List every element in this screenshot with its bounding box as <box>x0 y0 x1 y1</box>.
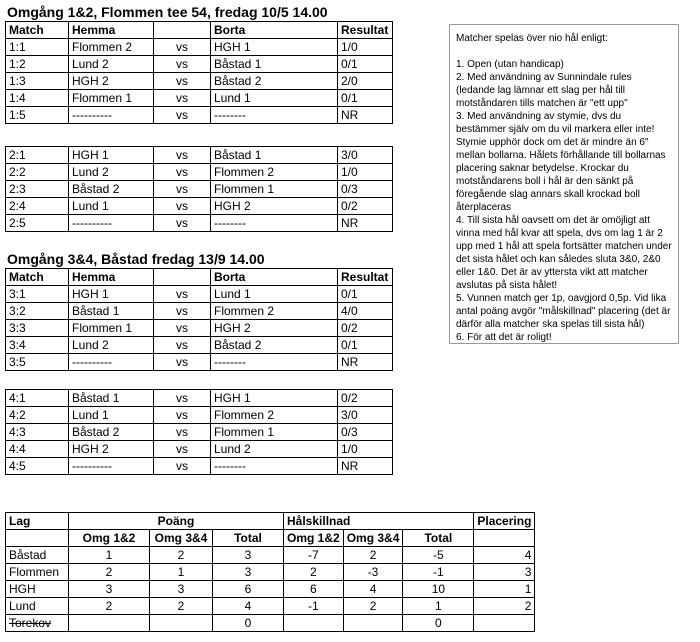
away-team: HGH 1 <box>211 39 338 56</box>
match-row <box>6 147 393 164</box>
home-team: Lund 1 <box>69 198 154 215</box>
away-team: HGH 2 <box>211 320 338 337</box>
standings-h1 <box>284 615 344 632</box>
result: 1/0 <box>338 39 393 56</box>
home-team: Lund 1 <box>69 407 154 424</box>
away-team: Båstad 2 <box>211 337 338 354</box>
standings-ht: 0 <box>403 615 474 632</box>
standings-h2: -3 <box>343 564 403 581</box>
vs-label: vs <box>154 107 211 124</box>
s2b1 <box>6 269 393 371</box>
away-team: Flommen 1 <box>211 181 338 198</box>
standings-row <box>6 598 535 615</box>
standings-pl <box>474 615 535 632</box>
standings-h1: 2 <box>284 564 344 581</box>
away-team: -------- <box>211 215 338 232</box>
match-id: 1:2 <box>6 56 69 73</box>
header-row <box>6 22 393 39</box>
away-team: Lund 2 <box>211 441 338 458</box>
header-borta: Borta <box>211 22 338 39</box>
section1-title: Omgång 1&2, Flommen tee 54, fredag 10/5 14.00 <box>7 4 328 20</box>
away-team: Båstad 1 <box>211 56 338 73</box>
match-id: 1:5 <box>6 107 69 124</box>
sub-omg12-poang: Omg 1&2 <box>69 530 150 547</box>
match-id: 2:4 <box>6 198 69 215</box>
home-team: Båstad 1 <box>69 390 154 407</box>
match-row <box>6 390 393 407</box>
away-team: Lund 1 <box>211 286 338 303</box>
standings-h2 <box>343 615 403 632</box>
vs-label: vs <box>154 90 211 107</box>
rule-item: 4. Till sista hål oavsett om det är omöjligt att vinna med hål kvar att spela, dvs om lag 1 är 2 upp med 1 hål att spela fortsätter matchen under det sista hålet och kan således sluta 3&0, 2&0 eller 1&0. Det är av yttersta vikt att matcher avslutas på sista hålet! <box>456 215 672 291</box>
rule-item: 6. För att det är roligt! <box>456 332 552 343</box>
header-match: Match <box>6 269 69 286</box>
standings-h2: 2 <box>343 598 403 615</box>
standings-ht: -5 <box>403 547 474 564</box>
standings-p2: 3 <box>150 581 213 598</box>
match-row <box>6 424 393 441</box>
vs-label: vs <box>154 181 211 198</box>
home-team: ---------- <box>69 458 154 475</box>
away-team: Flommen 2 <box>211 164 338 181</box>
header-hemma: Hemma <box>69 269 154 286</box>
standings-pl: 2 <box>474 598 535 615</box>
sub-omg34-hal: Omg 3&4 <box>343 530 403 547</box>
home-team: HGH 2 <box>69 441 154 458</box>
standings-p1: 3 <box>69 581 150 598</box>
section2-title: Omgång 3&4, Båstad fredag 13/9 14.00 <box>7 251 265 267</box>
home-team: Lund 2 <box>69 56 154 73</box>
header-placering: Placering <box>474 513 535 530</box>
sub-omg12-hal: Omg 1&2 <box>284 530 344 547</box>
standings-p2: 2 <box>150 547 213 564</box>
standings-pt: 3 <box>213 547 284 564</box>
header-resultat: Resultat <box>338 269 393 286</box>
vs-label: vs <box>154 56 211 73</box>
match-id: 4:2 <box>6 407 69 424</box>
away-team: -------- <box>211 354 338 371</box>
standings-lag: HGH <box>6 581 69 598</box>
match-id: 2:1 <box>6 147 69 164</box>
vs-label: vs <box>154 337 211 354</box>
home-team: Flommen 2 <box>69 39 154 56</box>
rules-note <box>449 24 679 344</box>
spacer <box>456 45 672 58</box>
match-row <box>6 407 393 424</box>
match-id: 3:2 <box>6 303 69 320</box>
match-id: 4:4 <box>6 441 69 458</box>
home-team: Båstad 2 <box>69 181 154 198</box>
match-id: 3:1 <box>6 286 69 303</box>
match-id: 1:4 <box>6 90 69 107</box>
header-vs <box>154 22 211 39</box>
standings-pt: 6 <box>213 581 284 598</box>
match-row <box>6 107 393 124</box>
standings-pl: 4 <box>474 547 535 564</box>
header-borta: Borta <box>211 269 338 286</box>
rule-item: 1. Open (utan handicap) <box>456 59 564 70</box>
standings-header-row <box>6 513 535 530</box>
standings-p2: 2 <box>150 598 213 615</box>
match-id: 2:2 <box>6 164 69 181</box>
match-id: 1:3 <box>6 73 69 90</box>
match-row <box>6 198 393 215</box>
match-row <box>6 441 393 458</box>
standings-h1: -7 <box>284 547 344 564</box>
away-team: Båstad 1 <box>211 147 338 164</box>
standings-lag: Flommen <box>6 564 69 581</box>
result: 0/1 <box>338 90 393 107</box>
home-team: Båstad 1 <box>69 303 154 320</box>
result: 3/0 <box>338 407 393 424</box>
vs-label: vs <box>154 39 211 56</box>
vs-label: vs <box>154 424 211 441</box>
home-team: Flommen 1 <box>69 320 154 337</box>
header-lag: Lag <box>6 513 69 530</box>
result: 0/1 <box>338 286 393 303</box>
match-row <box>6 73 393 90</box>
standings-body <box>6 547 535 632</box>
home-team: HGH 1 <box>69 147 154 164</box>
standings-pl: 1 <box>474 581 535 598</box>
home-team: ---------- <box>69 354 154 371</box>
away-team: -------- <box>211 458 338 475</box>
standings-lag: Lund <box>6 598 69 615</box>
home-team: HGH 2 <box>69 73 154 90</box>
match-row <box>6 90 393 107</box>
result: 4/0 <box>338 303 393 320</box>
standings-p1: 1 <box>69 547 150 564</box>
standings-subheader-row <box>6 530 535 547</box>
standings-p1: 2 <box>69 598 150 615</box>
sub-total-hal: Total <box>403 530 474 547</box>
rules-list <box>456 58 672 344</box>
vs-label: vs <box>154 215 211 232</box>
standings-row <box>6 547 535 564</box>
vs-label: vs <box>154 320 211 337</box>
header-match: Match <box>6 22 69 39</box>
rule-item: 2. Med användning av Sunnindale rules (ledande lag lämnar ett slag per hål till motståndaren tills matchen är "ett upp" <box>456 72 632 109</box>
vs-label: vs <box>154 164 211 181</box>
matches-round12-table <box>5 21 393 124</box>
standings-ht: -1 <box>403 564 474 581</box>
standings-h1: 6 <box>284 581 344 598</box>
match-row <box>6 56 393 73</box>
result: 2/0 <box>338 73 393 90</box>
sub-total-poang: Total <box>213 530 284 547</box>
vs-label: vs <box>154 286 211 303</box>
standings-p2: 1 <box>150 564 213 581</box>
matches-round2-table <box>5 146 393 232</box>
rule-item: 5. Vunnen match ger 1p, oavgjord 0,5p. Vid lika antal poäng avgör "målskillnad" placering (det är därför alla matcher ska spelas till sista hål) <box>456 293 671 330</box>
away-team: Flommen 2 <box>211 303 338 320</box>
result: 0/2 <box>338 390 393 407</box>
result: 0/1 <box>338 56 393 73</box>
match-row <box>6 337 393 354</box>
header-halskillnad: Hålskillnad <box>284 513 474 530</box>
vs-label: vs <box>154 73 211 90</box>
match-row <box>6 286 393 303</box>
home-team: Lund 2 <box>69 164 154 181</box>
standings-table <box>5 512 535 632</box>
result: 0/2 <box>338 320 393 337</box>
standings-lag: Båstad <box>6 547 69 564</box>
header-resultat: Resultat <box>338 22 393 39</box>
away-team: HGH 1 <box>211 390 338 407</box>
result: 0/1 <box>338 337 393 354</box>
vs-label: vs <box>154 407 211 424</box>
result: 0/3 <box>338 181 393 198</box>
match-id: 1:1 <box>6 39 69 56</box>
result: NR <box>338 215 393 232</box>
s1b1 <box>6 22 393 124</box>
s1b2 <box>6 147 393 232</box>
rule-item: 3. Med användning av stymie, dvs du bestämmer själv om du vil markera eller inte! Stymie upphör dock om det är mindre än 6" mellan bollarna. Hålets förhållande till bollarnas placering saknar betydelse. Krockar du motståndarens boll i hål är den sänkt på föregående slag annars skall krockad boll återplaceras <box>456 111 666 213</box>
match-id: 3:5 <box>6 354 69 371</box>
empty-cell <box>474 530 535 547</box>
match-id: 4:1 <box>6 390 69 407</box>
vs-label: vs <box>154 303 211 320</box>
standings-p1: 2 <box>69 564 150 581</box>
result: NR <box>338 458 393 475</box>
rules-intro: Matcher spelas över nio hål enligt: <box>456 33 608 44</box>
standings-h2: 4 <box>343 581 403 598</box>
away-team: Båstad 2 <box>211 73 338 90</box>
result: 1/0 <box>338 441 393 458</box>
match-row <box>6 215 393 232</box>
match-row <box>6 458 393 475</box>
home-team: Flommen 1 <box>69 90 154 107</box>
standings-row <box>6 615 535 632</box>
result: 0/2 <box>338 198 393 215</box>
match-id: 4:3 <box>6 424 69 441</box>
result: 1/0 <box>338 164 393 181</box>
standings-row <box>6 564 535 581</box>
vs-label: vs <box>154 354 211 371</box>
away-team: Flommen 2 <box>211 407 338 424</box>
vs-label: vs <box>154 458 211 475</box>
vs-label: vs <box>154 198 211 215</box>
s2b2 <box>6 390 393 475</box>
match-row <box>6 39 393 56</box>
header-hemma: Hemma <box>69 22 154 39</box>
match-row <box>6 354 393 371</box>
standings-p2 <box>150 615 213 632</box>
standings-p1 <box>69 615 150 632</box>
home-team: Lund 2 <box>69 337 154 354</box>
standings-pt: 4 <box>213 598 284 615</box>
matches-round4-table <box>5 389 393 475</box>
home-team: HGH 1 <box>69 286 154 303</box>
match-row <box>6 181 393 198</box>
standings-pt: 3 <box>213 564 284 581</box>
header-poang: Poäng <box>69 513 284 530</box>
match-row <box>6 164 393 181</box>
away-team: Lund 1 <box>211 90 338 107</box>
home-team: ---------- <box>69 107 154 124</box>
result: NR <box>338 354 393 371</box>
vs-label: vs <box>154 147 211 164</box>
vs-label: vs <box>154 390 211 407</box>
result: NR <box>338 107 393 124</box>
away-team: Flommen 1 <box>211 424 338 441</box>
match-id: 3:3 <box>6 320 69 337</box>
vs-label: vs <box>154 441 211 458</box>
standings-ht: 10 <box>403 581 474 598</box>
away-team: HGH 2 <box>211 198 338 215</box>
home-team: Båstad 2 <box>69 424 154 441</box>
home-team: ---------- <box>69 215 154 232</box>
empty-cell <box>6 530 69 547</box>
match-id: 2:3 <box>6 181 69 198</box>
standings-h1: -1 <box>284 598 344 615</box>
match-id: 4:5 <box>6 458 69 475</box>
standings-ht: 1 <box>403 598 474 615</box>
match-id: 3:4 <box>6 337 69 354</box>
standings-h2: 2 <box>343 547 403 564</box>
standings-pt: 0 <box>213 615 284 632</box>
standings-pl: 3 <box>474 564 535 581</box>
header-row <box>6 269 393 286</box>
standings-lag: Torekov <box>6 615 69 632</box>
match-id: 2:5 <box>6 215 69 232</box>
result: 0/3 <box>338 424 393 441</box>
sub-omg34-poang: Omg 3&4 <box>150 530 213 547</box>
result: 3/0 <box>338 147 393 164</box>
match-row <box>6 320 393 337</box>
matches-round34-table <box>5 268 393 371</box>
standings-row <box>6 581 535 598</box>
header-vs <box>154 269 211 286</box>
away-team: -------- <box>211 107 338 124</box>
match-row <box>6 303 393 320</box>
